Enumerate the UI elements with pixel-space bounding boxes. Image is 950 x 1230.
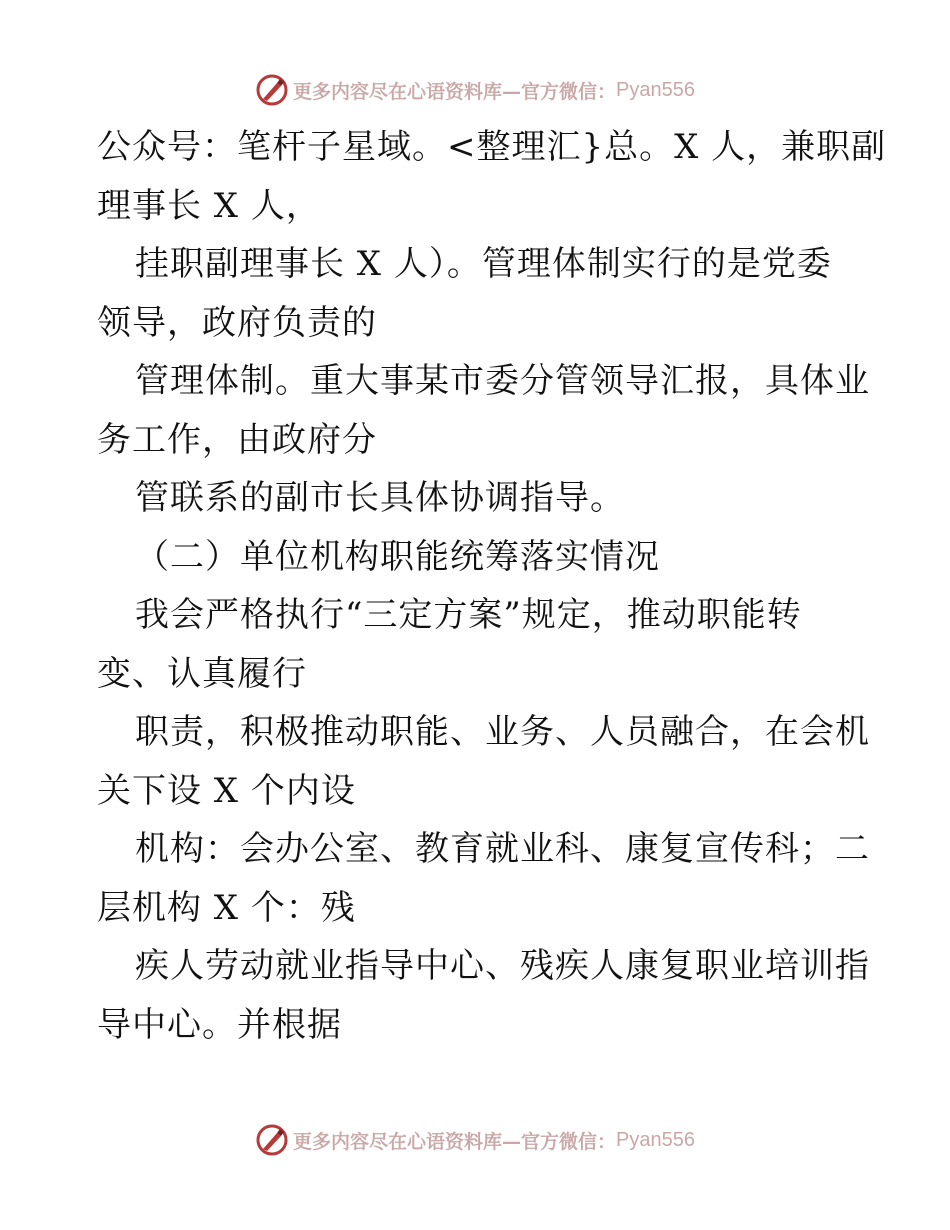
- text-line: 层机构 X 个：残: [97, 887, 356, 928]
- watermark-text: 更多内容尽在心语资料库—官方微信：: [293, 80, 617, 103]
- text-line: （二）单位机构职能统筹落实情况: [135, 536, 660, 577]
- watermark-wechat-id: Pyan556: [616, 78, 695, 101]
- text-line: 机构：会办公室、教育就业科、康复宣传科；二: [135, 829, 870, 869]
- text-line: 管联系的副市长具体协调指导。: [135, 478, 625, 518]
- watermark-wechat-id: Pyan556: [616, 1128, 695, 1151]
- document-body: [97, 118, 887, 1054]
- text-line: 关下设 X 个内设: [97, 770, 356, 811]
- watermark-text: 更多内容尽在心语资料库—官方微信：: [293, 1130, 617, 1153]
- text-line: 职责，积极推动职能、业务、人员融合，在会机: [135, 712, 870, 752]
- text-line: 变、认真履行: [97, 653, 307, 694]
- text-line: 疾人劳动就业指导中心、残疾人康复职业培训指: [135, 946, 870, 986]
- text-line: 公众号：笔杆子星域。<整理汇}总。X 人，兼职副: [97, 127, 887, 167]
- pen-logo-icon: [255, 73, 289, 107]
- text-line: 导中心。并根据: [97, 1004, 342, 1045]
- text-line: 我会严格执行“三定方案”规定，推动职能转: [135, 595, 802, 635]
- text-line: 理事长 X 人，: [97, 185, 321, 226]
- text-line: 管理体制。重大事某市委分管领导汇报，具体业: [135, 361, 870, 401]
- pen-logo-icon: [255, 1123, 289, 1157]
- text-line: 务工作，由政府分: [97, 419, 377, 460]
- text-line: 挂职副理事长 X 人）。管理体制实行的是党委: [135, 244, 832, 284]
- header-watermark: [0, 70, 950, 110]
- footer-watermark: [0, 1120, 950, 1160]
- text-line: 领导，政府负责的: [97, 302, 377, 343]
